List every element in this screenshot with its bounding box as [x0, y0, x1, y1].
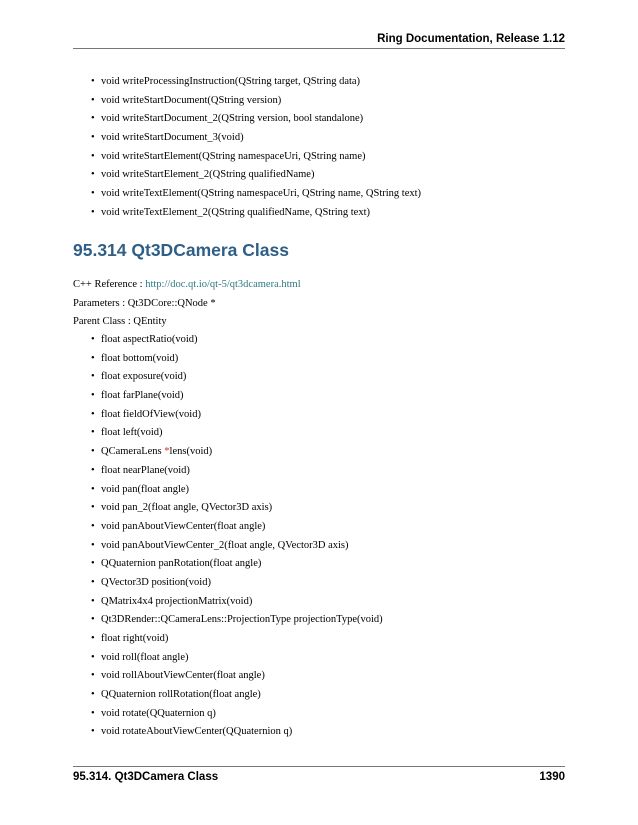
list-item	[91, 707, 383, 726]
bullet-icon: •	[91, 726, 95, 738]
header-rule	[73, 48, 565, 49]
page-header-title: Ring Documentation, Release 1.12	[377, 33, 565, 45]
bullet-icon: •	[91, 427, 95, 439]
list-item	[91, 483, 383, 502]
method-signature: void rotateAboutViewCenter(QQuaternion q)	[101, 726, 293, 738]
bullet-icon: •	[91, 651, 95, 663]
method-signature: QMatrix4x4 projectionMatrix(void)	[101, 595, 253, 607]
bullet-icon: •	[91, 483, 95, 495]
method-signature: void panAboutViewCenter_2(float angle, QVector3D axis)	[101, 539, 349, 551]
method-signature: float exposure(void)	[101, 371, 187, 383]
section-heading: 95.314 Qt3DCamera Class	[73, 240, 289, 260]
method-signature: void rotate(QQuaternion q)	[101, 707, 216, 719]
method-signature: void pan_2(float angle, QVector3D axis)	[101, 502, 273, 514]
method-signature: float right(void)	[101, 633, 169, 644]
list-item	[91, 669, 383, 688]
list-item	[91, 576, 383, 595]
bullet-icon: •	[91, 502, 95, 514]
bullet-icon: •	[91, 446, 95, 458]
bullet-icon: •	[91, 633, 95, 644]
list-item	[91, 150, 421, 169]
list-item	[91, 112, 421, 131]
method-signature: void writeStartElement_2(QString qualifiedName)	[101, 169, 315, 181]
method-signature: QVector3D position(void)	[101, 576, 211, 588]
list-item	[91, 520, 383, 539]
bullet-icon: •	[91, 558, 95, 570]
list-item	[91, 688, 383, 707]
list-item	[91, 131, 421, 150]
method-signature: float farPlane(void)	[101, 390, 184, 402]
method-list-top	[91, 75, 421, 225]
cpp-reference-line	[73, 279, 301, 290]
bullet-icon: •	[91, 707, 95, 719]
parent-class-line: Parent Class : QEntity	[73, 316, 167, 327]
list-item	[91, 557, 383, 576]
footer-section-title: 95.314. Qt3DCamera Class	[73, 771, 219, 783]
list-item	[91, 501, 383, 520]
bullet-icon: •	[91, 113, 95, 125]
method-signature: void writeStartDocument_2(QString version, bool standalone)	[101, 113, 364, 125]
list-item	[91, 389, 383, 408]
footer-rule	[73, 766, 565, 767]
list-item	[91, 408, 383, 427]
list-item	[91, 206, 421, 225]
bullet-icon: •	[91, 76, 95, 87]
list-item	[91, 725, 383, 744]
list-item	[91, 352, 383, 371]
method-signature: void writeTextElement_2(QString qualifiedName, QString text)	[101, 206, 370, 218]
list-item	[91, 168, 421, 187]
method-signature: float bottom(void)	[101, 352, 179, 364]
lens-method-suffix: lens(void)	[169, 446, 213, 458]
bullet-icon: •	[91, 132, 95, 144]
method-signature: Qt3DRender::QCameraLens::ProjectionType projectionType(void)	[101, 614, 383, 626]
list-item	[91, 595, 383, 614]
bullet-icon: •	[91, 689, 95, 701]
bullet-icon: •	[91, 169, 95, 181]
method-signature: void writeStartDocument_3(void)	[101, 132, 244, 144]
method-signature: void rollAboutViewCenter(float angle)	[101, 670, 265, 682]
list-item	[91, 539, 383, 558]
bullet-icon: •	[91, 408, 95, 420]
list-item	[91, 445, 383, 464]
list-item	[91, 426, 383, 445]
method-signature: void pan(float angle)	[101, 483, 190, 495]
bullet-icon: •	[91, 595, 95, 607]
list-item	[91, 464, 383, 483]
method-signature: float fieldOfView(void)	[101, 408, 201, 420]
bullet-icon: •	[91, 150, 95, 162]
method-signature: float left(void)	[101, 427, 163, 439]
method-signature: QQuaternion panRotation(float angle)	[101, 558, 262, 570]
lens-method-prefix: QCameraLens	[101, 446, 165, 458]
list-item	[91, 333, 383, 352]
bullet-icon: •	[91, 334, 95, 345]
bullet-icon: •	[91, 206, 95, 218]
method-signature: float aspectRatio(void)	[101, 334, 198, 345]
list-item	[91, 632, 383, 651]
list-item	[91, 370, 383, 389]
lens-method-star: *	[164, 446, 170, 458]
bullet-icon: •	[91, 390, 95, 402]
bullet-icon: •	[91, 614, 95, 626]
bullet-icon: •	[91, 94, 95, 106]
bullet-icon: •	[91, 520, 95, 532]
bullet-icon: •	[91, 352, 95, 364]
bullet-icon: •	[91, 188, 95, 200]
method-signature: float nearPlane(void)	[101, 464, 190, 476]
cpp-reference-label: C++ Reference :	[73, 279, 143, 290]
method-signature: void writeProcessingInstruction(QString target, QString data)	[101, 76, 361, 87]
list-item	[91, 187, 421, 206]
bullet-icon: •	[91, 670, 95, 682]
list-item	[91, 613, 383, 632]
method-signature: void writeTextElement(QString namespaceUri, QString name, QString text)	[101, 188, 422, 200]
parameters-line: Parameters : Qt3DCore::QNode *	[73, 298, 216, 309]
bullet-icon: •	[91, 464, 95, 476]
method-signature: void panAboutViewCenter(float angle)	[101, 520, 266, 532]
list-item	[91, 94, 421, 113]
method-signature: void writeStartDocument(QString version)	[101, 94, 282, 106]
footer-page-number: 1390	[539, 771, 565, 783]
bullet-icon: •	[91, 371, 95, 383]
bullet-icon: •	[91, 576, 95, 588]
cpp-reference-link[interactable]: http://doc.qt.io/qt-5/qt3dcamera.html	[145, 279, 301, 290]
bullet-icon: •	[91, 539, 95, 551]
list-item	[91, 651, 383, 670]
list-item	[91, 75, 421, 94]
method-signature: QQuaternion rollRotation(float angle)	[101, 689, 261, 701]
method-signature: void writeStartElement(QString namespaceUri, QString name)	[101, 150, 366, 162]
method-signature: void roll(float angle)	[101, 651, 189, 663]
method-list-camera	[91, 333, 383, 744]
